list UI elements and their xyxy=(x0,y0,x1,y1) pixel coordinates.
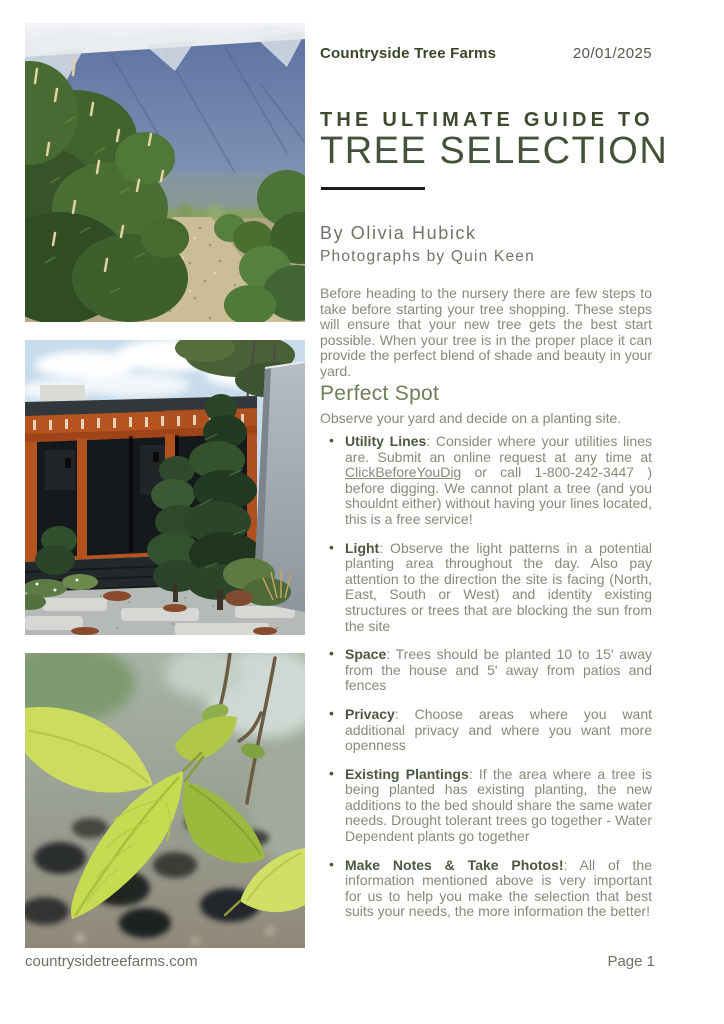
photo-modern-house-landscaping xyxy=(25,340,305,635)
bullet-lead: Utility Lines xyxy=(345,433,427,449)
bullet-lead: Existing Plantings xyxy=(345,765,469,782)
issue-date: 20/01/2025 xyxy=(572,45,652,62)
brand-name: Countryside Tree Farms xyxy=(320,45,497,62)
title-divider xyxy=(321,187,425,190)
bullet-existing-plantings xyxy=(320,767,652,845)
bullet-text: : Choose areas where you want additional privacy and where you want more openness xyxy=(345,705,652,754)
bullet-lead: Light xyxy=(345,539,380,556)
leaf-illustration xyxy=(25,653,305,948)
photo-tree-farm-rows xyxy=(25,23,305,322)
bullet-text: : Observe the light patterns in a potential planting area throughout the day. Also pay attention to the direction the site is facing (North, East, South or West) and identity existing structures or trees that are blocking the sun from the site xyxy=(345,539,652,634)
bullet-make-notes xyxy=(320,858,652,920)
page-footer xyxy=(25,953,655,970)
house-illustration xyxy=(25,340,305,635)
section-subheading: Observe your yard and decide on a planting site. xyxy=(320,410,622,426)
bullet-lead: Privacy xyxy=(345,705,395,722)
bullet-text: : Consider where your utilities lines are. Submit an online request at any time at xyxy=(345,433,652,465)
bullet-text: : If the area where a tree is being planted has existing planting, the new additions to the bed should share the same water needs. Drought tolerant trees go together - Water Dependent plants go together xyxy=(345,765,653,845)
byline xyxy=(320,223,535,266)
tree-farm-illustration xyxy=(25,23,305,322)
section-heading: Perfect Spot xyxy=(320,382,440,405)
bullet-utility-lines xyxy=(320,434,652,528)
title-kicker: THE ULTIMATE GUIDE TO xyxy=(320,109,654,131)
content-column xyxy=(320,0,669,1024)
website-url: countrysidetreefarms.com xyxy=(25,953,198,970)
photographer-credit: Photographs by Quin Keen xyxy=(320,248,535,265)
bullet-text: : Trees should be planted 10 to 15' away from the house and 5' away from patios and fences xyxy=(345,646,652,694)
intro-paragraph: Before heading to the nursery there are few steps to take before starting your tree shopping. These steps will ensure that your new tree gets the best start possible. When your tree is in the proper place it can provide the perfect blend of shade and beauty in your yard. xyxy=(320,285,652,379)
page-title: TREE SELECTION xyxy=(320,130,669,172)
bullet-privacy xyxy=(320,707,652,754)
bullet-light xyxy=(320,541,652,635)
bullet-lead: Make Notes & Take Photos! xyxy=(345,856,564,873)
bullet-space xyxy=(320,647,652,694)
page-number: Page 1 xyxy=(607,953,655,970)
photo-leaf-closeup xyxy=(25,653,305,948)
author-credit: By Olivia Hubick xyxy=(320,223,477,243)
bullet-text: : All of the information mentioned above is very important for us to help you make the selection that best suits your needs, the more information the better! xyxy=(345,856,653,920)
bullet-text: or call 1-800-242-3447 ) before digging. We cannot plant a tree (and you shouldnt either) without having your lines located, this is a free service! xyxy=(345,464,652,527)
bullet-lead: Space xyxy=(345,646,387,663)
page-header xyxy=(320,45,652,62)
planting-tips-list xyxy=(320,434,652,933)
click-before-you-dig-link[interactable]: ClickBeforeYouDig xyxy=(345,464,462,481)
